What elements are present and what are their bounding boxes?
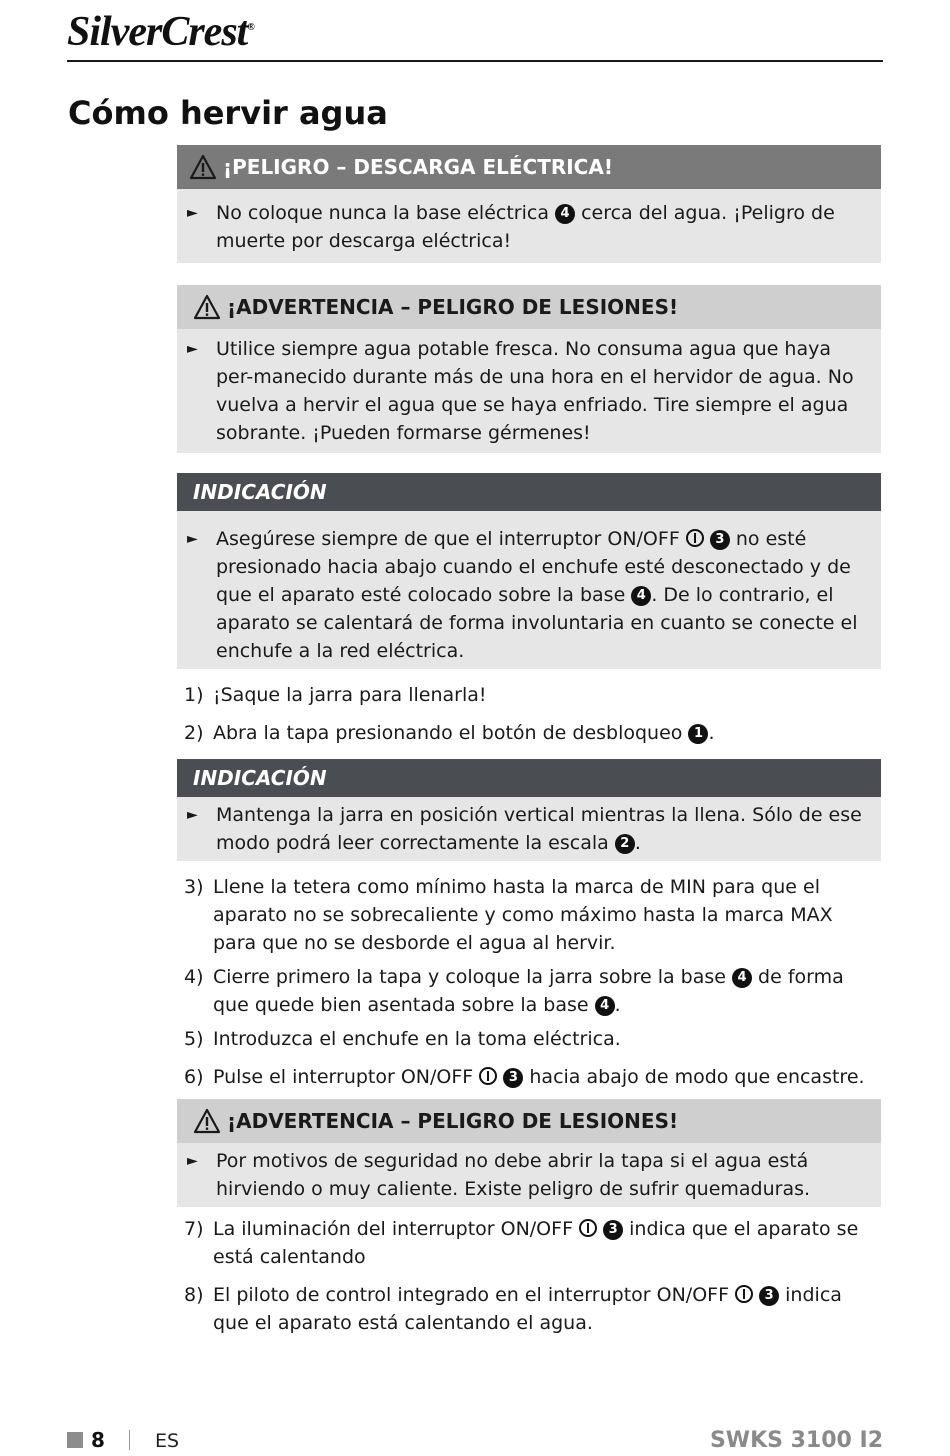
step-number: 4)	[184, 966, 204, 988]
step-number: 6)	[184, 1066, 204, 1088]
steps-list	[177, 681, 881, 747]
bullet-item	[187, 199, 871, 255]
bullet-item	[187, 525, 871, 665]
power-icon	[686, 529, 704, 547]
note-heading: INDICACIÓN	[177, 473, 881, 511]
warning-box	[177, 1099, 881, 1207]
step-number: 2)	[184, 722, 204, 744]
ref-number: 3	[710, 530, 730, 550]
bullet-text: .	[634, 832, 641, 854]
ref-number: 3	[603, 1220, 623, 1240]
warning-box	[177, 285, 881, 453]
warning-heading	[177, 285, 881, 329]
steps-list	[177, 1215, 881, 1337]
step-text: Llene la tetera como mínimo hasta la marca de MIN para que el aparato no se sobrecaliente y como máximo hasta la marca MAX para que no se desborde el agua al hervir.	[213, 876, 833, 954]
ref-number: 4	[555, 204, 575, 224]
ref-number: 4	[732, 968, 752, 988]
warning-triangle-icon	[193, 1108, 221, 1134]
step-item	[184, 963, 881, 1019]
bullet-arrow-icon: ►	[187, 807, 198, 823]
warning-heading-text: ¡ADVERTENCIA – PELIGRO DE LESIONES!	[227, 1109, 679, 1133]
step-number: 8)	[184, 1284, 204, 1306]
bullet-item	[187, 335, 871, 447]
step-text: Cierre primero la tapa y coloque la jarra sobre la base	[213, 966, 726, 988]
step-text: .	[708, 722, 715, 744]
step-item	[184, 1025, 881, 1053]
bullet-arrow-icon: ►	[187, 531, 198, 547]
warning-heading-text: ¡ADVERTENCIA – PELIGRO DE LESIONES!	[227, 295, 679, 319]
bullet-text: Asegúrese siempre de que el interruptor ON/OFF	[216, 528, 680, 550]
step-number: 7)	[184, 1218, 204, 1240]
page-title: Cómo hervir agua	[68, 94, 388, 132]
power-icon	[479, 1067, 497, 1085]
bullet-text: Mantenga la jarra en posición vertical mientras la llena. Sólo de ese modo podrá leer correctamente la escala	[216, 804, 862, 854]
brand-name: SilverCrest	[67, 9, 248, 55]
note-box	[177, 473, 881, 669]
header-rule	[67, 60, 883, 62]
danger-heading	[177, 145, 881, 189]
step-item	[184, 1063, 881, 1091]
bullet-item	[187, 801, 871, 857]
step-text: Pulse el interruptor ON/OFF	[213, 1066, 474, 1088]
content	[177, 145, 881, 1337]
step-text: hacia abajo de modo que encastre.	[529, 1066, 865, 1088]
warning-body	[177, 329, 881, 453]
step-text: de forma que quede bien asentada sobre la base	[213, 966, 844, 1016]
warning-triangle-icon	[193, 294, 221, 320]
language-code: ES	[155, 1430, 180, 1452]
ref-number: 3	[503, 1068, 523, 1088]
page-number: 8	[91, 1428, 105, 1452]
step-item	[184, 681, 881, 709]
note-body	[177, 797, 881, 861]
warning-body	[177, 1143, 881, 1207]
ref-number: 3	[759, 1286, 779, 1306]
ref-number: 1	[688, 724, 708, 744]
power-icon	[735, 1285, 753, 1303]
note-body	[177, 511, 881, 669]
bullet-text: Utilice siempre agua potable fresca. No consuma agua que haya per-manecido durante más de una hora en el hervidor de agua. No vuelva a hervir el agua que se haya enfriado. Tire siempre el agua sobrante. ¡Pueden formarse gérmenes!	[216, 338, 854, 444]
ref-number: 2	[615, 834, 635, 854]
brand-logo	[67, 8, 254, 56]
warning-heading	[177, 1099, 881, 1143]
warning-triangle-icon	[189, 154, 217, 180]
danger-heading-text: ¡PELIGRO – DESCARGA ELÉCTRICA!	[223, 155, 613, 179]
bullet-arrow-icon: ►	[187, 1153, 198, 1169]
step-text: La iluminación del interruptor ON/OFF	[213, 1218, 573, 1240]
model-number: SWKS 3100 I2	[709, 1428, 883, 1453]
step-item	[184, 1215, 881, 1271]
step-number: 1)	[184, 684, 204, 706]
ref-number: 4	[631, 586, 651, 606]
steps-list	[177, 873, 881, 1091]
step-text: El piloto de control integrado en el interruptor ON/OFF	[213, 1284, 730, 1306]
note-box	[177, 759, 881, 861]
bullet-item	[187, 1147, 871, 1203]
step-text: Abra la tapa presionando el botón de desbloqueo	[213, 722, 683, 744]
bullet-arrow-icon: ►	[187, 341, 198, 357]
step-item	[184, 1281, 881, 1337]
registered-mark: ®	[247, 22, 254, 33]
footer-divider	[129, 1430, 130, 1450]
step-item	[184, 719, 881, 747]
ref-number: 4	[595, 996, 615, 1016]
step-text: indica que el aparato se está calentando	[213, 1218, 859, 1268]
bullet-text: no esté presionado hacia abajo cuando el enchufe esté desconectado y de que el aparato esté colocado sobre la base	[216, 528, 851, 606]
step-item	[184, 873, 881, 957]
bullet-text: Por motivos de seguridad no debe abrir la tapa si el agua está hirviendo o muy caliente. Existe peligro de sufrir quemaduras.	[216, 1150, 811, 1200]
power-icon	[579, 1219, 597, 1237]
bullet-arrow-icon: ►	[187, 205, 198, 221]
bullet-text: cerca del agua. ¡Peligro de muerte por descarga eléctrica!	[216, 202, 835, 252]
step-text: Introduzca el enchufe en la toma eléctrica.	[213, 1028, 621, 1050]
bullet-text: No coloque nunca la base eléctrica	[216, 202, 549, 224]
bullet-text: . De lo contrario, el aparato se calentará de forma involuntaria en cuanto se conecte el enchufe a la red eléctrica.	[216, 584, 858, 662]
step-number: 5)	[184, 1028, 204, 1050]
step-number: 3)	[184, 876, 204, 898]
step-text: indica que el aparato está calentando el agua.	[213, 1284, 842, 1334]
step-text: .	[614, 994, 621, 1016]
footer-square-icon	[67, 1432, 83, 1448]
danger-body	[177, 189, 881, 263]
page-footer	[67, 1428, 883, 1454]
danger-box	[177, 145, 881, 263]
step-text: ¡Saque la jarra para llenarla!	[213, 684, 487, 706]
note-heading: INDICACIÓN	[177, 759, 881, 797]
